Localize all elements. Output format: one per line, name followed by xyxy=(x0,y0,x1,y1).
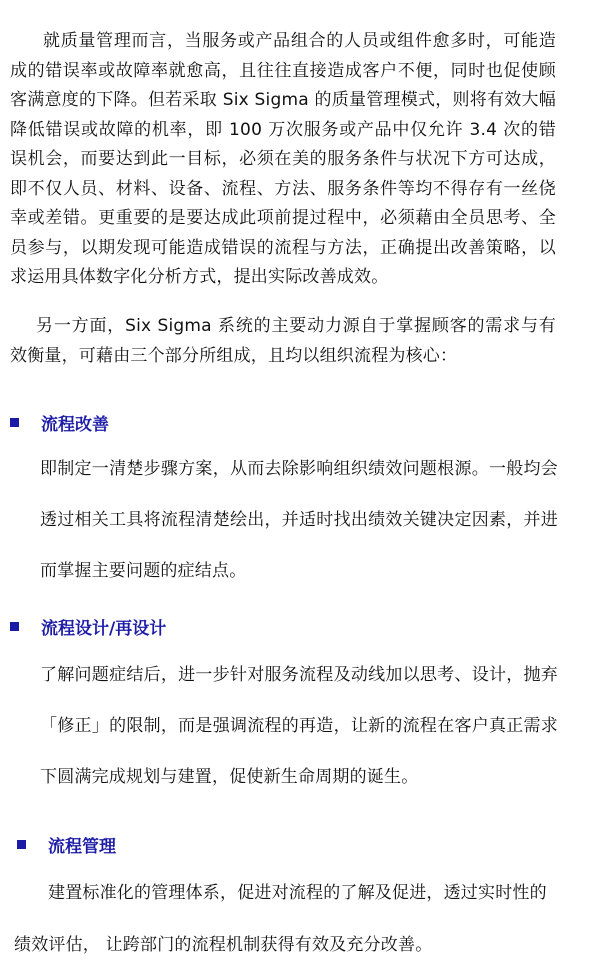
section-title: 流程设计/再设计 xyxy=(41,618,167,639)
body-line-2: 绩效评估， 让跨部门的流程机制获得有效及充分改善。 xyxy=(14,935,433,955)
section-body-process-improvement: 即制定一清楚步骤方案，从而去除影响组织绩效问题根源。一般均会透过相关工具将流程清楚绘出，并适时找出绩效关键决定因素，并进而掌握主要问题的症结点。 xyxy=(40,459,558,581)
section-heading-process-improvement xyxy=(10,410,109,434)
section-title: 流程管理 xyxy=(48,836,116,857)
section-body-process-management xyxy=(14,867,564,971)
square-bullet-icon xyxy=(10,622,19,631)
section-heading-process-design xyxy=(10,614,166,638)
section-heading-process-management xyxy=(17,832,116,856)
intro-paragraph-1: 就质量管理而言，当服务或产品组合的人员或组件愈多时，可能造成的错误率或故障率就愈高，且往往直接造成客户不便，同时也促使顾客满意度的下降。但若采取 Six Sigma 的质量管理模式，则将有效大幅降低错误或故障的机率，即 100 万次服务或产品中仅允许 3.4 次的错误机会，而要达到此一目标，必须在美的服务条件与状况下方可达成，即不仅人员、材料、设备、流程、方法、服务条件等均不得存有一丝侥幸或差错。更重要的是要达成此项前提过程中，必须藉由全员思考、全员参与，以期发现可能造成错误的流程与方法，正确提出改善策略，以求运用具体数字化分析方式，提出实际改善成效。 xyxy=(10,31,556,287)
section-title: 流程改善 xyxy=(41,414,109,435)
square-bullet-icon xyxy=(10,418,19,427)
intro-paragraph-2: 另一方面，Six Sigma 系统的主要动力源自于掌握顾客的需求与有效衡量，可藉由三个部分所组成，且均以组织流程为核心： xyxy=(10,316,556,366)
square-bullet-icon xyxy=(17,840,26,849)
body-line-1: 建置标准化的管理体系，促进对流程的了解及促进，透过实时性的 xyxy=(48,883,547,903)
section-body-process-design: 了解问题症结后，进一步针对服务流程及动线加以思考、设计，抛弃「修正」的限制，而是强调流程的再造，让新的流程在客户真正需求下圆满完成规划与建置，促使新生命周期的诞生。 xyxy=(40,665,558,787)
